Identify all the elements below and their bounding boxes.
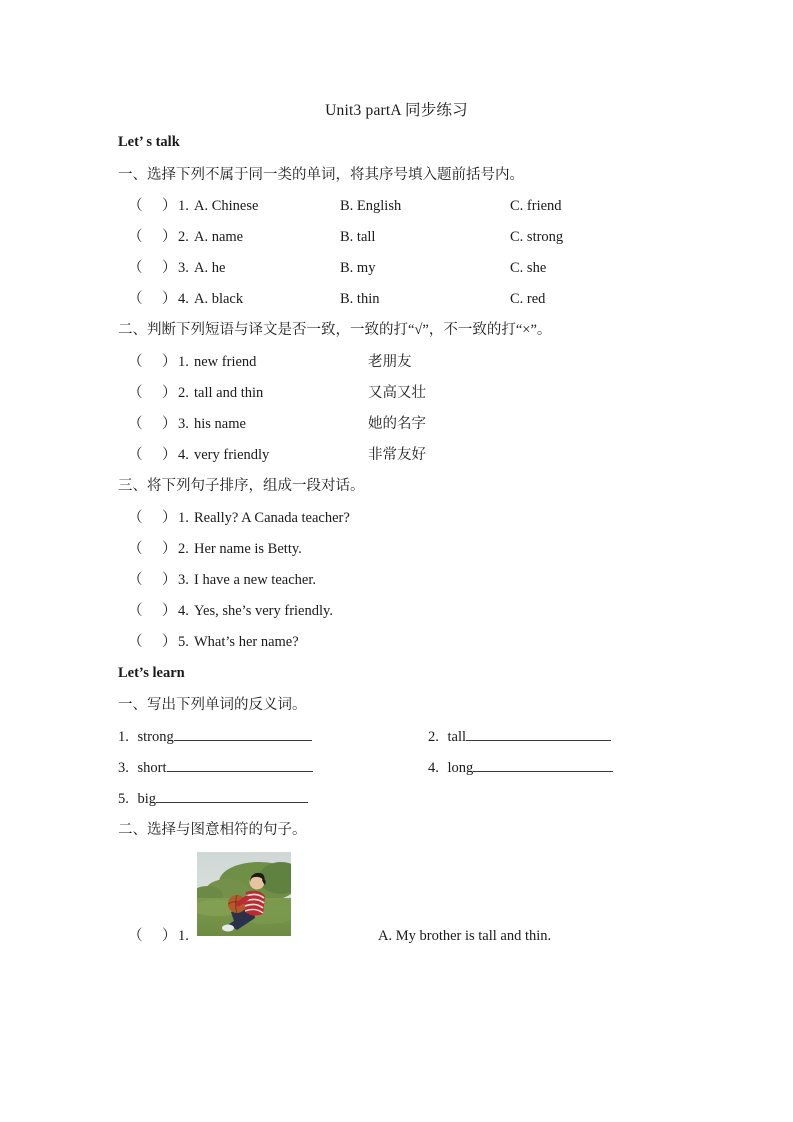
item-number: 4. bbox=[178, 447, 189, 463]
item-number: 2. bbox=[178, 385, 189, 401]
translation-text: 老朋友 bbox=[368, 354, 412, 370]
bracket-open: （ bbox=[128, 385, 143, 401]
list-item bbox=[118, 788, 308, 810]
table-row bbox=[118, 538, 718, 560]
table-row bbox=[118, 288, 718, 310]
word-text: big bbox=[137, 791, 157, 807]
answer-blank[interactable] bbox=[473, 757, 613, 772]
sentence-text: What’s her name? bbox=[194, 634, 299, 650]
bracket-close: ） bbox=[162, 260, 177, 276]
item-number: 2. bbox=[178, 229, 189, 245]
item-number: 2. bbox=[178, 541, 189, 557]
instruction-section-3: 三、将下列句子排序，组成一段对话。 bbox=[118, 478, 365, 494]
sentence-text: Her name is Betty. bbox=[194, 541, 302, 557]
bracket-close: ） bbox=[162, 603, 177, 619]
option-c[interactable]: C. friend bbox=[510, 198, 562, 214]
table-row bbox=[118, 195, 718, 217]
bracket-open: （ bbox=[128, 416, 143, 432]
word-text: strong bbox=[137, 729, 174, 745]
bracket-close: ） bbox=[162, 198, 177, 214]
bracket-close: ） bbox=[162, 928, 177, 944]
translation-text: 又高又壮 bbox=[368, 385, 426, 401]
list-item bbox=[428, 757, 613, 779]
item-number: 2. bbox=[428, 729, 439, 745]
instruction-section-4: 一、写出下列单词的反义词。 bbox=[118, 697, 307, 713]
option-a[interactable]: A. he bbox=[194, 260, 226, 276]
table-row bbox=[118, 257, 718, 279]
item-number: 1. bbox=[178, 928, 189, 944]
bracket-open: （ bbox=[128, 354, 143, 370]
item-number: 1. bbox=[178, 198, 189, 214]
part-heading-lets-learn: Let’s learn bbox=[118, 665, 185, 681]
bracket-open: （ bbox=[128, 260, 143, 276]
translation-text: 非常友好 bbox=[368, 447, 426, 463]
item-number: 3. bbox=[118, 760, 129, 776]
bracket-close: ） bbox=[162, 510, 177, 526]
sentence-text: Yes, she’s very friendly. bbox=[194, 603, 333, 619]
bracket-close: ） bbox=[162, 291, 177, 307]
item-number: 1. bbox=[118, 729, 129, 745]
instruction-section-2: 二、判断下列短语与译文是否一致，一致的打“√”，不一致的打“×”。 bbox=[118, 322, 552, 338]
option-b[interactable]: B. tall bbox=[340, 229, 376, 245]
option-a[interactable]: A. black bbox=[194, 291, 244, 307]
phrase-text: new friend bbox=[194, 354, 257, 370]
item-number: 4. bbox=[178, 603, 189, 619]
table-row bbox=[118, 382, 718, 404]
word-text: tall bbox=[447, 729, 467, 745]
translation-text: 她的名字 bbox=[368, 416, 426, 432]
exercise-photo bbox=[197, 852, 291, 936]
item-number: 4. bbox=[178, 291, 189, 307]
bracket-close: ） bbox=[162, 354, 177, 370]
option-b[interactable]: B. thin bbox=[340, 291, 380, 307]
instruction-section-5: 二、选择与图意相符的句子。 bbox=[118, 822, 307, 838]
option-c[interactable]: C. strong bbox=[510, 229, 564, 245]
phrase-text: his name bbox=[194, 416, 246, 432]
option-a[interactable]: A. My brother is tall and thin. bbox=[378, 928, 552, 944]
list-item bbox=[118, 757, 313, 779]
list-item bbox=[428, 726, 611, 748]
bracket-open: （ bbox=[128, 447, 143, 463]
option-c[interactable]: C. she bbox=[510, 260, 547, 276]
item-number: 3. bbox=[178, 416, 189, 432]
sentence-text: I have a new teacher. bbox=[194, 572, 316, 588]
instruction-section-1: 一、选择下列不属于同一类的单词，将其序号填入题前括号内。 bbox=[118, 167, 524, 183]
bracket-close: ） bbox=[162, 229, 177, 245]
phrase-text: very friendly bbox=[194, 447, 270, 463]
bracket-open: （ bbox=[128, 928, 143, 944]
item-number: 5. bbox=[118, 791, 129, 807]
table-row bbox=[118, 631, 718, 653]
phrase-text: tall and thin bbox=[194, 385, 264, 401]
bracket-open: （ bbox=[128, 603, 143, 619]
item-number: 3. bbox=[178, 572, 189, 588]
table-row bbox=[118, 569, 718, 591]
answer-blank[interactable] bbox=[156, 788, 308, 803]
sentence-text: Really? A Canada teacher? bbox=[194, 510, 350, 526]
bracket-open: （ bbox=[128, 291, 143, 307]
bracket-close: ） bbox=[162, 416, 177, 432]
bracket-open: （ bbox=[128, 198, 143, 214]
bracket-close: ） bbox=[162, 541, 177, 557]
item-number: 3. bbox=[178, 260, 189, 276]
option-c[interactable]: C. red bbox=[510, 291, 546, 307]
option-a[interactable]: A. name bbox=[194, 229, 244, 245]
bracket-open: （ bbox=[128, 541, 143, 557]
table-row bbox=[118, 444, 718, 466]
word-text: long bbox=[447, 760, 474, 776]
bracket-close: ） bbox=[162, 634, 177, 650]
item-number: 5. bbox=[178, 634, 189, 650]
list-item bbox=[118, 726, 312, 748]
table-row bbox=[118, 351, 718, 373]
answer-blank[interactable] bbox=[466, 726, 611, 741]
photo-illustration bbox=[197, 852, 291, 936]
bracket-open: （ bbox=[128, 634, 143, 650]
table-row bbox=[118, 507, 718, 529]
bracket-close: ） bbox=[162, 447, 177, 463]
answer-blank[interactable] bbox=[167, 757, 313, 772]
word-text: short bbox=[137, 760, 167, 776]
table-row bbox=[118, 600, 718, 622]
option-b[interactable]: B. English bbox=[340, 198, 402, 214]
bracket-close: ） bbox=[162, 572, 177, 588]
bracket-open: （ bbox=[128, 229, 143, 245]
bracket-open: （ bbox=[128, 572, 143, 588]
option-a[interactable]: A. Chinese bbox=[194, 198, 259, 214]
option-b[interactable]: B. my bbox=[340, 260, 376, 276]
bracket-close: ） bbox=[162, 385, 177, 401]
table-row bbox=[118, 226, 718, 248]
item-number: 4. bbox=[428, 760, 439, 776]
page-title: Unit3 partA 同步练习 bbox=[325, 102, 468, 119]
item-number: 1. bbox=[178, 354, 189, 370]
item-number: 1. bbox=[178, 510, 189, 526]
part-heading-lets-talk: Let’ s talk bbox=[118, 134, 180, 150]
table-row bbox=[118, 413, 718, 435]
bracket-open: （ bbox=[128, 510, 143, 526]
answer-blank[interactable] bbox=[174, 726, 312, 741]
